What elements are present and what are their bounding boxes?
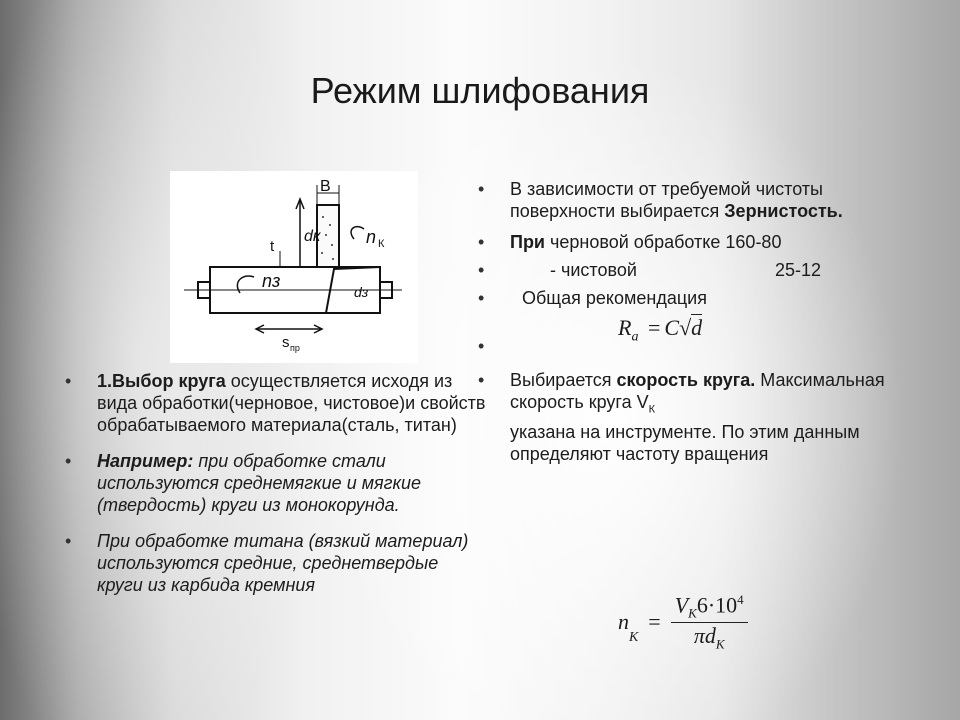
- bullet-icon: •: [478, 232, 485, 252]
- den: πd: [693, 622, 716, 648]
- list-item: [478, 287, 930, 309]
- label-s-sub: пр: [290, 343, 300, 353]
- list-item: [478, 259, 930, 281]
- label-dz: dз: [354, 284, 369, 300]
- bullet-icon: •: [478, 288, 485, 308]
- item-heading: 1.Выбор круга: [97, 371, 226, 391]
- num-v: V: [674, 592, 689, 618]
- item-value: 25-12: [775, 260, 822, 280]
- label-b: B: [320, 178, 331, 195]
- item-value: 160-80: [725, 232, 782, 252]
- bullet-icon: •: [478, 336, 485, 356]
- formula-rotation-speed: [618, 592, 748, 652]
- label-s: s: [282, 334, 290, 351]
- formula-lhs: R: [618, 315, 632, 340]
- list-item: [478, 315, 930, 361]
- bullet-icon: •: [65, 531, 72, 551]
- num-exp: 4: [737, 592, 744, 607]
- list-item: [65, 370, 487, 436]
- formula-eq: =: [647, 315, 661, 340]
- item-text: черновой обработке: [545, 232, 721, 252]
- formula2-eq: =: [648, 609, 661, 635]
- list-item: [478, 178, 930, 222]
- item-emphasis: При: [510, 232, 545, 252]
- grinding-diagram: [170, 171, 418, 363]
- list-item: [65, 530, 487, 596]
- item-text: Выбирается: [510, 370, 617, 390]
- right-bullet-list: [478, 178, 930, 465]
- grinding-schematic-svg: [170, 171, 418, 363]
- label-t: t: [270, 238, 275, 255]
- formula-lhs-sub: a: [631, 329, 639, 345]
- bullet-icon: •: [478, 179, 485, 199]
- bullet-icon: •: [65, 451, 72, 471]
- formula-roughness: [618, 317, 702, 348]
- item-text: осуществляется исходя из вида обработки(черновое, чистовое)и свойств обрабатываемого материала(сталь, титан): [97, 371, 486, 435]
- list-item: [65, 450, 487, 516]
- sqrt-icon: √: [679, 315, 692, 340]
- item-text: при обработке стали используются среднемягкие и мягкие (твердость) круги из монокорунда.: [97, 451, 422, 515]
- item-text: Общая рекомендация: [522, 288, 707, 308]
- page-title: Режим шлифования: [310, 70, 650, 111]
- item-emphasis: Зернистость.: [724, 201, 843, 221]
- item-text-2: Максимальная скорость круга V: [510, 370, 885, 412]
- formula2-numerator: [671, 592, 748, 623]
- item-text: При обработке титана (вязкий материал) используются средние, среднетвердые круги из карбида кремния: [97, 531, 469, 595]
- label-nz: nз: [262, 271, 281, 291]
- formula2-lhs: n: [618, 609, 629, 635]
- formula2-fraction: [671, 592, 748, 652]
- list-item: [478, 369, 930, 465]
- label-nk-sub: К: [378, 238, 385, 250]
- left-bullet-list: [65, 370, 487, 596]
- item-heading: Например:: [97, 451, 194, 471]
- formula2-lhs-sub: К: [629, 630, 639, 646]
- item-tail: указана на инструменте. По этим данным определяют частоту вращения: [510, 421, 860, 464]
- item-emphasis: скорость круга.: [616, 370, 756, 390]
- bullet-icon: •: [478, 260, 485, 280]
- item-text: В зависимости от требуемой чистоты поверхности выбирается: [510, 179, 823, 221]
- den-sub: К: [715, 636, 725, 652]
- label-nk: n: [366, 227, 377, 247]
- label-dk: dк: [304, 228, 321, 245]
- formula-c: C: [664, 315, 680, 340]
- list-item: [478, 231, 930, 253]
- formula-d: d: [691, 315, 703, 340]
- num-v-sub: К: [688, 605, 697, 621]
- bullet-icon: •: [65, 371, 72, 391]
- item-sub: К: [648, 403, 656, 416]
- num-rest: 6·10: [696, 592, 738, 618]
- formula2-denominator: [694, 623, 725, 652]
- bullet-icon: •: [478, 370, 485, 390]
- item-text: - чистовой: [550, 260, 637, 280]
